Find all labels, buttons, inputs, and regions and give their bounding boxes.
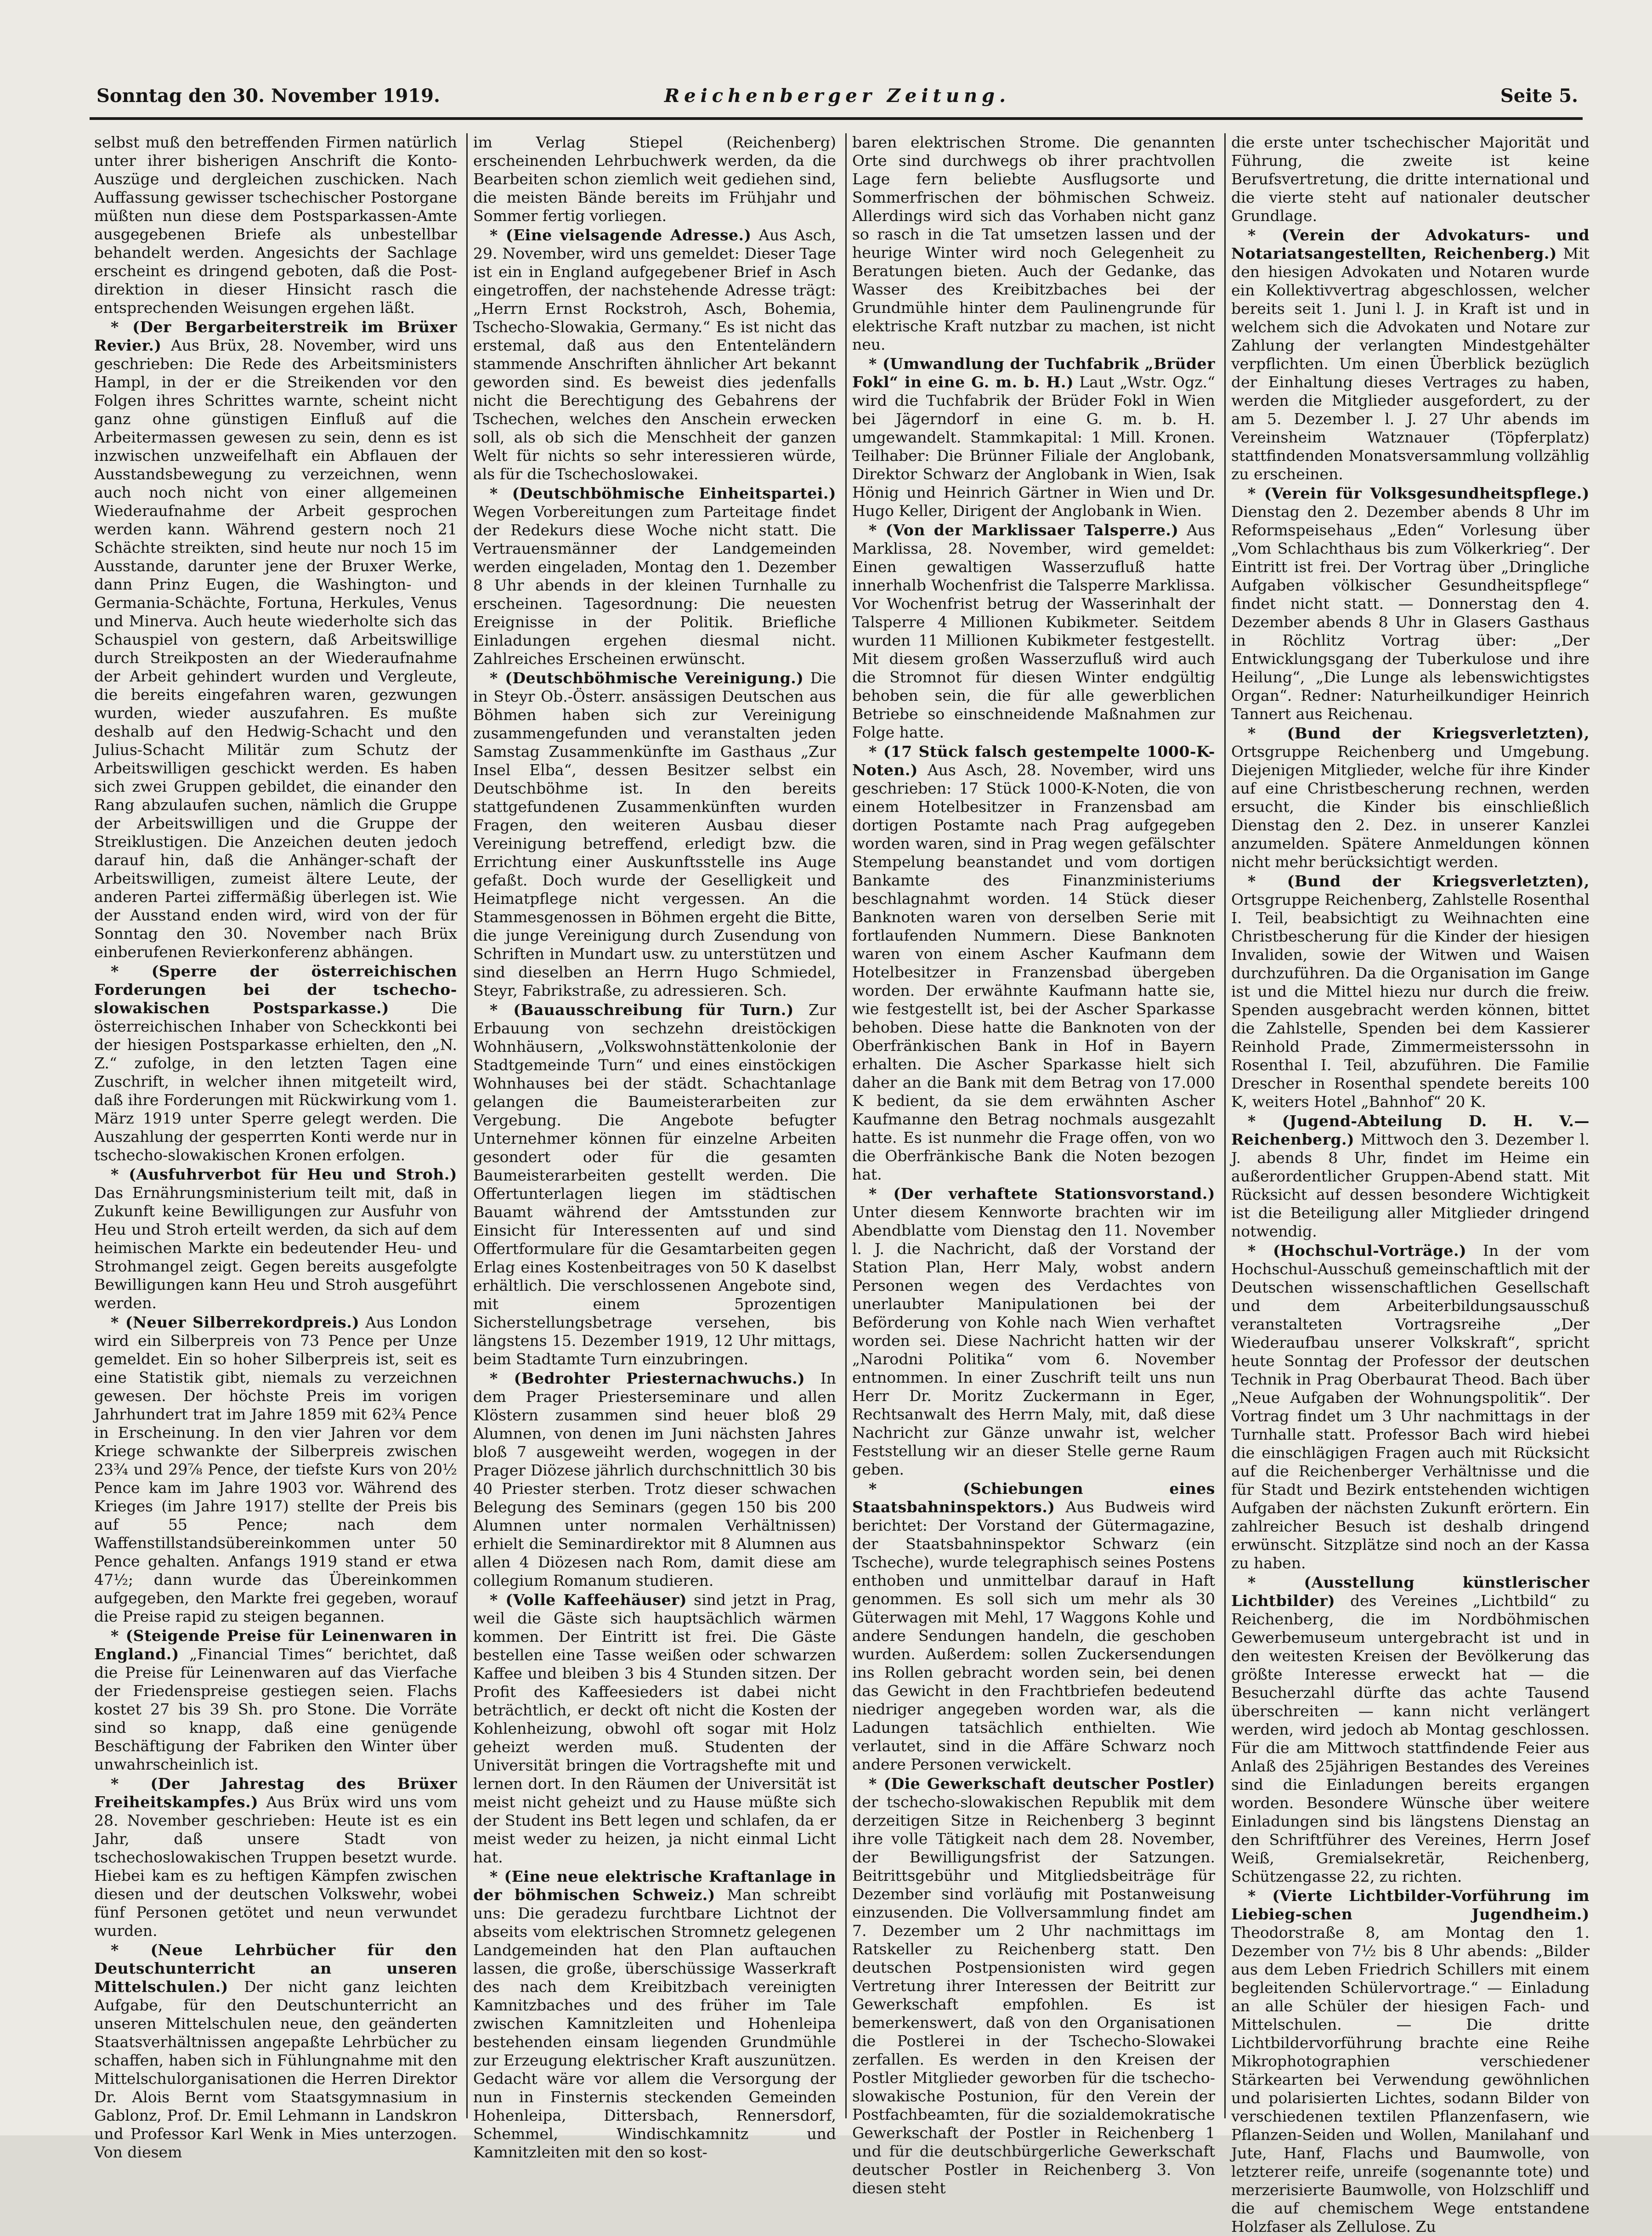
article-heading: * (Vierte Lichtbilder-Vorführung im Liebieg-schen Jugendheim.)	[1231, 1887, 1590, 1923]
article-paragraph	[473, 1369, 836, 1590]
article-paragraph	[1231, 1242, 1590, 1572]
article-heading: * (Jugend-Abteilung D. H. V.—Reichenberg.)	[1231, 1112, 1590, 1148]
header-date: Sonntag den 30. November 1919.	[96, 85, 440, 107]
column-1	[94, 133, 457, 2161]
article-text: In dem Prager Priesterseminare und allen Klöstern zusammen sind heuer bloß 29 Alumnen, von denen im Juni nächsten Jahres bloß 7 ausgeweiht werden, wogegen in der Prager Diözese jährlich durchschnittlich 30 bis 40 Priester sterben. Trotz dieser schwachen Belegung des Seminars (gegen 150 bis 200 Alumnen unter normalen Verhältnissen) erhielt die Seminardirektor mit 8 Alumnen aus allen 4 Diözesen nach Rom, damit diese am collegium Romanum studieren.	[473, 1369, 836, 1589]
article-text: Laut „Wstr. Ogz.“ wird die Tuchfabrik der Brüder Fokl in Wien bei Jägerndorf in eine G. m. b. H. umgewandelt. Stammkapital: 1 Mill. Kronen. Teilhaber: Die Brünner Filiale der Anglobank, Direktor Schwarz der Anglobank in Wien, Isak Hönig und Heinrich Gärtner in Wien und Dr. Hugo Keller, Dirigent der Anglobank in Wien.	[852, 373, 1215, 520]
article-paragraph	[852, 1480, 1215, 1774]
article-text: Die österreichischen Inhaber von Scheckkonti bei der hiesigen Postsparkasse erhielten, den „N. Z.“ zufolge, in den letzten Tagen eine Zuschrift, in welcher ihnen mitgeteilt wird, daß ihre Forderungen mit Rückwirkung vom 1. März 1919 unter Sperre gelegt werden. Die Auszahlung der gesperrten Konti werde nur in tschecho-slowakischen Kronen erfolgen.	[94, 999, 457, 1164]
article-heading: * (Schiebungen eines Staatsbahninspektors.)	[852, 1480, 1215, 1516]
article-text: Dienstag den 2. Dezember abends 8 Uhr im Reformspeisehaus „Eden“ Vorlesung über „Vom Schlachthaus bis zum Völkerkrieg“. Der Eintritt ist frei. Der Vortrag über „Dringliche Aufgaben völkischer Gesundheitspflege“ findet nicht statt. — Donnerstag den 4. Dezember abends 8 Uhr in Glasers Gasthaus in Röchlitz Vortrag über: „Der Entwicklungsgang der Tuberkulose und ihre Heilung“, „Die Lunge als lebenswichtigstes Organ“. Redner: Naturheilkundiger Heinrich Tannert aus Reichenau.	[1231, 503, 1590, 723]
article-paragraph	[852, 521, 1215, 742]
article-heading: * (Eine neue elektrische Kraftanlage in der böhmischen Schweiz.)	[473, 1867, 836, 1904]
article-paragraph	[94, 1627, 457, 1774]
header-rule	[90, 117, 1583, 120]
article-text: selbst muß den betreffenden Firmen natürlich unter ihrer bisherigen Anschrift die Konto-Auszüge und dergleichen zuschicken. Nach Auffassung gewisser tschechischer Postorgane müßten nun diese dem Postsparkassen-Amte ausgegebenen Briefe als unbestellbar behandelt werden. Angesichts der Sachlage erscheint es dringend geboten, daß die Post-direktion in dieser Hinsicht rasch die entsprechenden Weisungen ergehen läßt.	[94, 133, 457, 317]
article-text: Ortsgruppe Reichenberg und Umgebung. Diejenigen Mitglieder, welche für ihre Kinder auf eine Christbescherung rechnen, werden ersucht, die Kinder bis einschließlich Dienstag den 2. Dez. in unserer Kanzlei anzumelden. Spätere Anmeldungen können nicht mehr berücksichtigt werden.	[1231, 743, 1590, 871]
article-heading: * (Ausstellung künstlerischer Lichtbilder)	[1231, 1573, 1590, 1610]
article-paragraph	[94, 1941, 457, 2162]
article-paragraph	[94, 962, 457, 1164]
article-text: Zur Erbauung von sechzehn dreistöckigen Wohnhäusern, „Volkswohnstättenkolonie der Stadtgemeinde Turn“ und eines einstöckigen Wohnhauses bei der städt. Schachtanlage gelangen die Baumeisterarbeiten zur Vergebung. Die Angebote befugter Unternehmer können für einzelne Arbeiten gesondert oder für die gesamten Baumeisterarbeiten gestellt werden. Die Offertunterlagen liegen im städtischen Bauamt während der Amtsstunden zur Einsicht für Interessenten auf und sind Offertformulare für die Gesamtarbeiten gegen Erlag eines Kostenbeitrages von 50 K daselbst erhältlich. Die verschlossenen Angebote sind, mit einem 5prozentigen Sicherstellungsbetrage versehen, bis längstens 15. Dezember 1919, 12 Uhr mittags, beim Stadtamte Turn einzubringen.	[473, 1001, 836, 1368]
article-paragraph	[473, 226, 836, 483]
page-number: Seite 5.	[1500, 85, 1578, 107]
newspaper-title: Reichenberger Zeitung.	[664, 85, 1011, 107]
article-heading: * (17 Stück falsch gestempelte 1000-K-Noten.)	[852, 743, 1215, 779]
column-divider	[845, 133, 847, 2118]
article-paragraph	[1231, 226, 1590, 483]
article-text: baren elektrischen Strome. Die genannten Orte sind durchwegs ob ihrer prachtvollen Lage fern beliebte Ausflugsorte und Sommerfrischen der böhmischen Schweiz. Allerdings wird sich das Vorhaben nicht ganz so rasch in die Tat umsetzen lassen und der heurige Winter wird noch Gelegenheit zu Beratungen bieten. Auch der Gedanke, das Wasser des Kreibitzbaches bei der Grundmühle hinter dem Paulinengrunde für elektrische Kraft nutzbar zu machen, ist nicht neu.	[852, 133, 1215, 353]
article-text: der tschecho-slowakischen Republik mit dem derzeitigen Sitze in Reichenberg 3 beginnt ihre volle Tätigkeit nach dem 28. November, der Bewilligungsfrist der Satzungen. Beitrittsgebühr und Mitgliedsbeiträge für Dezember sind vorläufig mit Postanweisung einzusenden. Die Vollversammlung findet am 7. Dezember um 2 Uhr nachmittags im Ratskeller zu Reichenberg statt. Den deutschen Postpensionisten wird gegen Vertretung ihrer Interessen der Beitritt zur Gewerkschaft empfohlen. Es ist bemerkenswert, daß von den Organisationen die Postlerei in der Tschecho-Slowakei zerfallen. Es werden in den Kreisen der Postler Mitglieder geworben für die tschecho-slowakische Postunion, für den Verein der Postfachbeamten, für die sozialdemokratische Gewerkschaft der Postler in Reichenberg 1 und für die deutschbürgerliche Gewerkschaft deutscher Postler in Reichenberg 3. Von diesen steht	[852, 1793, 1215, 2197]
article-text: „Financial Times“ berichtet, daß die Preise für Leinenwaren auf das Vierfache der Friedenspreise gestiegen seien. Flachs kostet 27 bis 39 Sh. pro Stone. Die Vorräte sind so knapp, daß eine genügende Beschäftigung der Fabriken den Winter über unwahrscheinlich ist.	[94, 1645, 457, 1773]
page-header	[96, 85, 1578, 113]
column-divider	[466, 133, 468, 2118]
article-text: Unter diesem Kennworte brachten wir im Abendblatte vom Dienstag den 11. November l. J. die Nachricht, daß der Vorstand der Station Plan, Herr Maly, wobst andern Personen wegen des Verdachtes von unerlaubter Manipulationen bei der Beförderung von Kohle nach Wien verhaftet worden sei. Diese Nachricht hatten wir der „Narodni Politika“ vom 6. November entnommen. In einer Zuschrift teilt uns nun Herr Dr. Moritz Zuckermann in Eger, Rechtsanwalt des Herrn Maly, mit, daß diese Nachricht zur Gänze unwahr ist, welcher Feststellung wir an dieser Stelle gerne Raum geben.	[852, 1203, 1215, 1478]
article-text: Aus Brüx, 28. November, wird uns geschrieben: Die Rede des Arbeitsministers Hampl, in der er die Streikenden vor den Folgen ihres Schrittes warnte, scheint nicht ganz ohne günstigen Einfluß auf die Arbeitermassen gewesen zu sein, denn es ist inzwischen unzweifelhaft ein Abflauen der Ausstandsbewegung zu verzeichnen, wenn auch noch nicht von einer allgemeinen Wiederaufnahme der Arbeit gesprochen werden kann. Während gestern noch 21 Schächte streikten, sind heute nur noch 15 im Ausstande, darunter jene der Bruxer Werke, dann Prinz Eugen, die Washington- und Germania-Schächte, Fortuna, Herkules, Venus und Minerva. Auch heute wiederholte sich das Schauspiel von gestern, daß Arbeitswillige durch Streikposten an der Wiederaufnahme der Arbeit gehindert wurden und Vergleute, die bereits eingefahren waren, gezwungen wurden, wieder auszufahren. Es mußte deshalb auf den Hedwig-Schacht und den Julius-Schacht Militär zum Schutz der Arbeitswilligen geschickt werden. Es haben sich zwei Gruppen gebildet, die einander den Rang abzulaufen suchen, nämlich die Gruppe der Arbeitswilligen und die Gruppe der Streiklustigen. Die Anzeichen deuten jedoch darauf hin, daß die Anhänger-schaft der Arbeitswilligen, zumeist ältere Leute, der anderen Partei ziffermäßig überlegen ist. Wie der Ausstand enden wird, wird von der für Sonntag den 30. November nach Brüx einberufenen Revierkonferenz abhängen.	[94, 336, 457, 961]
article-text: Aus Asch, 28. November, wird uns geschrieben: 17 Stück 1000-K-Noten, die von einem Hotelbesitzer in Franzensbad am dortigen Postamte nach Prag aufgegeben worden waren, sind in Prag wegen gefälschter Stempelung beanstandet und vom dortigen Bankamte des Finanzministeriums beschlagnahmt worden. 14 Stück dieser Banknoten waren von derselben Serie mit fortlaufenden Nummern. Diese Banknoten waren von einem Ascher Kaufmann dem Hotelbesitzer in Franzensbad übergeben worden. Der erwähnte Kaufmann hatte sie, wie festgestellt ist, bei der Ascher Sparkasse behoben. Diese hatte die Banknoten von der Oberfränkischen Bank in Hof in Bayern erhalten. Die Ascher Sparkasse hielt sich daher an die Bank mit dem Betrag von 17.000 K bedient, da sie dem erwähnten Ascher Kaufmanne den Betrag nochmals ausgezahlt hatte. Es ist nunmehr die Frage offen, von wo die Oberfränkische Bank die Noten bezogen hat.	[852, 761, 1215, 1183]
article-heading: * (Deutschböhmische Vereinigung.)	[490, 669, 804, 687]
article-heading: * (Von der Marklissaer Talsperre.)	[869, 521, 1179, 539]
article-paragraph	[1231, 133, 1590, 225]
article-paragraph	[473, 1001, 836, 1368]
article-heading: * (Bund der Kriegsverletzten),	[1248, 724, 1590, 742]
article-text: Theodorstraße 8, am Montag den 1. Dezember von 7½ bis 8 Uhr abends: „Bilder aus dem Leben Friedrich Schillers mit einem begleitenden Schülervortrage.“ — Einladung an alle Schüler der hiesigen Fach- und Mittelschulen. — Die dritte Lichtbildervorführung brachte eine Reihe Mikrophotographien verschiedener Stärkearten bei Verwendung gewöhnlichen und polarisierten Lichtes, sodann Bilder von verschiedenen textilen Pflanzenfasern, wie Pflanzen-Seiden und Wollen, Manilahanf und Jute, Hanf, Flachs und Baumwolle, von letzterer reife, unreife (sogenannte tote) und merzerisierte Baumwolle, von Holzschliff und die auf chemischem Wege entstandene Holzfaser als Zellulose. Zu	[1231, 1924, 1590, 2236]
article-heading: * (Verein für Volksgesundheitspflege.)	[1248, 484, 1590, 502]
article-paragraph	[94, 1313, 457, 1626]
article-text: im Verlag Stiepel (Reichenberg) erscheinenden Lehrbuchwerk werden, da die Bearbeiten schon ziemlich weit gediehen sind, die meisten Bände bereits im Frühjahr und Sommer fertig vorliegen.	[473, 133, 836, 225]
article-paragraph	[473, 669, 836, 1000]
article-heading: * (Neuer Silberrekordpreis.)	[111, 1313, 360, 1331]
article-text: Aus Asch, 29. November, wird uns gemeldet: Dieser Tage ist ein in England aufgegebener Brief in Asch eingetroffen, der nachstehende Adresse trägt: „Herrn Ernst Rockstroh, Asch, Bohemia, Tschecho-Slowakia, Germany.“ Es ist nicht das erstemal, daß aus den Ententeländern stammende Anschriften ähnlicher Art bekannt geworden sind. Es beweist dies jedenfalls nicht die Berechtigung des Gebahrens der Tschechen, welches den Anschein erwecken soll, als ob sich die Menschheit der ganzen Welt für nichts so sehr interessieren würde, als für die Tschechoslowakei.	[473, 226, 836, 483]
article-paragraph	[94, 133, 457, 317]
article-text: Aus Brüx wird uns vom 28. November geschrieben: Heute ist es ein Jahr, daß unsere Stadt von tschechoslowakischen Truppen besetzt wurde. Hiebei kam es zu heftigen Kämpfen zwischen diesen und der deutschen Volkswehr, wobei fünf Personen getötet und neun verwundet wurden.	[94, 1793, 457, 1940]
article-text: sind jetzt in Prag, weil die Gäste sich hauptsächlich wärmen kommen. Der Eintritt ist frei. Die Gäste bestellen eine Tasse weißen oder schwarzen Kaffee und bleiben 3 bis 4 Stunden sitzen. Der Profit des Kaffeesieders ist dabei nicht beträchtlich, er deckt oft nicht die Kosten der Kohlenheizung, obwohl oft sogar mit Holz geheizt werden muß. Studenten der Universität bringen die Vortragshefte mit und lernen dort. In den Räumen der Universität ist meist nicht geheizt und zu Hause müßte sich der Student ins Bett legen und schlafen, da er meist weder zu heizen, ja nicht einmal Licht hat.	[473, 1591, 836, 1866]
article-heading: * (Deutschböhmische Einheitspartei.)	[490, 484, 836, 502]
article-heading: * (Bauausschreibung für Turn.)	[490, 1001, 794, 1019]
article-heading: * (Der verhaftete Stationsvorstand.)	[869, 1185, 1215, 1203]
article-heading: * (Der Bergarbeiterstreik im Brüxer Revier.)	[94, 318, 457, 354]
article-heading: * (Steigende Preise für Leinenwaren in England.)	[94, 1627, 457, 1663]
article-text: Der nicht ganz leichten Aufgabe, für den Deutschunterricht an unseren Mittelschulen neue, den geänderten Staatsverhältnissen angepaßte Lehrbücher zu schaffen, haben sich in Fühlungnahme mit den Mittelschulorganisationen die Herren Direktor Dr. Alois Bernt vom Staatsgymnasium in Gablonz, Prof. Dr. Emil Lehmann in Landskron und Professor Karl Wenk in Mies unterzogen. Von diesem	[94, 1978, 457, 2161]
article-paragraph	[1231, 484, 1590, 723]
article-paragraph	[1231, 1573, 1590, 1886]
article-text: Aus Marklissa, 28. November, wird gemeldet: Einen gewaltigen Wasserzufluß hatte innerhalb Wochenfrist die Talsperre Marklissa. Vor Wochenfrist betrug der Wasserinhalt der Talsperre 4 Millionen Kubikmeter. Seitdem wurden 11 Millionen Kubikmeter festgestellt. Mit diesem großen Wasserzufluß wird auch die Stromnot für diesen Winter endgültig behoben sein, die für alle gewerblichen Betriebe so einschneidende Maßnahmen zur Folge hatte.	[852, 521, 1215, 741]
article-heading: * (Der Jahrestag des Brüxer Freiheitskampfes.)	[94, 1775, 457, 1811]
article-heading: * (Bedrohter Priesternachwuchs.)	[490, 1369, 805, 1387]
article-text: die erste unter tschechischer Majorität und Führung, die zweite ist keine Berufsvertretung, die dritte international und die vierte steht auf nationaler deutscher Grundlage.	[1231, 133, 1590, 225]
article-paragraph	[852, 743, 1215, 1184]
article-heading: * (Neue Lehrbücher für den Deutschunterricht an unseren Mittelschulen.)	[94, 1941, 457, 1996]
article-heading: * (Hochschul-Vorträge.)	[1248, 1242, 1467, 1260]
article-text: Die in Steyr Ob.-Österr. ansässigen Deutschen aus Böhmen haben sich zur Vereinigung zusammengefunden und veranstalten jeden Samstag Zusammenkünfte im Gasthaus „Zur Insel Elba“, dessen Besitzer selbst ein Deutschböhme ist. In den bereits stattgefundenen Zusammenkünften wurden Fragen, den weiteren Ausbau dieser Vereinigung betreffend, erledigt bzw. die Errichtung einer Auskunftsstelle ins Auge gefaßt. Doch wurde der Geselligkeit und Heimatpflege nicht vergessen. An die Stammesgenossen in Böhmen ergeht die Bitte, die junge Vereinigung durch Zusendung von Schriften in Mundart usw. zu unterstützen und sind dieselben an Herrn Hugo Schmiedel, Steyr, Fabrikstraße, zu adressieren. Sch.	[473, 669, 836, 999]
article-text: Man schreibt uns: Die geradezu furchtbare Lichtnot der abseits vom elektrischen Stromnetz gelegenen Landgemeinden hat den Plan auftauchen lassen, die große, überschüssige Wasserkraft des nach dem Kreibitzbach vereinigten Kamnitzbaches und des früher im Tale zwischen Kamnitzleiten und Hohenleipa bestehenden einsam liegenden Grundmühle zur Erzeugung elektrischer Kraft auszunützen. Gedacht wäre vor allem die Versorgung der nun in Finsternis steckenden Gemeinden Hohenleipa, Dittersbach, Rennersdorf, Schemmel, Windischkamnitz und Kamnitzleiten mit den so kost-	[473, 1886, 836, 2161]
column-divider	[1224, 133, 1226, 2118]
article-text: Aus London wird ein Silberpreis von 73 Pence per Unze gemeldet. Ein so hoher Silberpreis ist, seit es eine Statistik gibt, niemals zu verzeichnen gewesen. Der höchste Preis im vorigen Jahrhundert trat im Jahre 1859 mit 62¾ Pence in Erscheinung. In den vier Jahren vor dem Kriege schwankte der Silberpreis zwischen 23¾ und 29⅞ Pence, der tiefste Kurs von 20½ Pence kam im Jahre 1903 vor. Während des Krieges (im Jahre 1917) stellte der Preis bis auf 55 Pence; nach dem Waffenstillstandsübereinkommen unter 50 Pence gehalten. Anfangs 1919 stand er etwa 47½; dann wurde das Übereinkommen aufgegeben, den Markte frei gegeben, worauf die Preise rapid zu steigen begannen.	[94, 1313, 457, 1625]
article-paragraph	[1231, 724, 1590, 871]
column-2	[473, 133, 836, 2161]
article-heading: * (Sperre der österreichischen Forderungen bei der tschecho-slowakischen Postsparkasse.)	[94, 962, 457, 1017]
article-paragraph	[473, 1591, 836, 1867]
article-paragraph	[1231, 1112, 1590, 1241]
article-paragraph	[94, 318, 457, 961]
article-text: Das Ernährungsministerium teilt mit, daß in Zukunft keine Bewilligungen zur Ausfuhr von Heu und Stroh erteilt werden, da sich auf dem heimischen Markte ein bedeutender Heu- und Strohmangel zeigt. Gegen bereits ausgefolgte Bewilligungen kann Heu und Stroh ausgeführt werden.	[94, 1184, 457, 1312]
article-paragraph	[1231, 872, 1590, 1111]
article-heading: * (Ausfuhrverbot für Heu und Stroh.)	[111, 1165, 457, 1183]
article-paragraph	[94, 1165, 457, 1312]
article-text: Mit den hiesigen Advokaten und Notaren wurde ein Kollektivvertrag abgeschlossen, welcher bereits seit 1. Juni l. J. in Kraft ist und in welchem sich die Advokaten und Notare zur Zahlung der verlangten Mindestgehälter verpflichten. Um einen Überblick bezüglich der Einhaltung dieses Vertrages zu haben, werden die Mitglieder ausgefordert, zu der am 5. Dezember l. J. 27 Uhr abends im Vereinsheim Watznauer (Töpferplatz) stattfindenden Monatsversammlung vollzählig zu erscheinen.	[1231, 244, 1590, 483]
article-heading: * (Umwandlung der Tuchfabrik „Brüder Fokl“ in eine G. m. b. H.)	[852, 355, 1215, 391]
article-paragraph	[473, 133, 836, 225]
article-paragraph	[852, 1775, 1215, 2197]
article-paragraph	[1231, 1887, 1590, 2236]
article-paragraph	[94, 1775, 457, 1940]
article-text: Mittwoch den 3. Dezember l. J. abends 8 Uhr, findet im Heime ein außerordentlicher Gruppen-Abend statt. Mit Rücksicht auf dessen besondere Wichtigkeit ist die Beteiligung aller Mitglieder dringend notwendig.	[1231, 1130, 1590, 1240]
article-paragraph	[473, 484, 836, 668]
article-heading: * (Verein der Advokaturs- und Notariatsangestellten, Reichenberg.)	[1231, 226, 1590, 262]
article-heading: * (Eine vielsagende Adresse.)	[490, 226, 752, 244]
article-text: Aus Budweis wird berichtet: Der Vorstand der Gütermagazine, der Staatsbahninspektor Schwarz (ein Tscheche), wurde telegraphisch seines Postens enthoben und unmittelbar darauf in Haft genommen. Es soll sich um mehr als 30 Güterwagen mit Mehl, 17 Waggons Kohle und andere Sendungen handeln, die geschoben wurden. Außerdem: sollen Zuckersendungen ins Rollen gebracht worden sein, bei denen das Gewicht in den Frachtbriefen bedeutend niedriger angegeben worden war, als die Ladungen tatsächlich enthielten. Wie verlautet, sind in die Affäre Schwarz noch andere Personen verwickelt.	[852, 1498, 1216, 1773]
article-paragraph	[852, 133, 1215, 354]
article-text: Ortsgruppe Reichenberg, Zahlstelle Rosenthal I. Teil, beabsichtigt zu Weihnachten eine Christbescherung für die Kinder der hiesigen Invaliden, sowie der Witwen und Waisen durchzuführen. Da die Organisation im Gange ist und die Mittel hiezu nur durch die freiw. Spenden ausgebracht werden können, bittet die Zahlstelle, Spenden bei dem Kassierer Reinhold Prade, Zimmermeisterssohn in Rosenthal I. Teil, abzuführen. Die Familie Drescher in Rosenthal spendete bereits 100 K, weiters Hotel „Bahnhof“ 20 K.	[1231, 891, 1590, 1111]
column-3	[852, 133, 1216, 2197]
article-paragraph	[852, 1185, 1215, 1479]
article-paragraph	[473, 1867, 836, 2162]
article-text: des Vereines „Lichtbild“ zu Reichenberg, die im Nordböhmischen Gewerbemuseum untergebracht ist und in den weitesten Kreisen der Bevölkerung das größte Interesse erweckt hat — die Besucherzahl dürfte das achte Tausend überschreiten — kann nicht verlängert werden, wird jedoch ab Montag geschlossen. Für die am Mittwoch stattfindende Feier aus Anlaß des 25jährigen Bestandes des Vereines sind die Einladungen bereits ergangen worden. Besondere Wünsche über weitere Einladungen sind bis längstens Dienstag an den Schriftführer des Vereines, Herrn Josef Weiß, Gremialsekretär, Reichenberg, Schützengasse 22, zu richten.	[1231, 1592, 1590, 1885]
article-text: Wegen Vorbereitungen zum Parteitage findet der Redekurs diese Woche nicht statt. Die Vertrauensmänner der Landgemeinden werden eingeladen, Montag den 1. Dezember 8 Uhr abends in der kleinen Turnhalle zu erscheinen. Tagesordnung: Die neuesten Ereignisse in der Politik. Briefliche Einladungen ergehen diesmal nicht. Zahlreiches Erscheinen erwünscht.	[473, 503, 836, 668]
article-paragraph	[852, 355, 1215, 520]
article-heading: * (Die Gewerkschaft deutscher Postler)	[869, 1775, 1215, 1793]
article-text: In der vom Hochschul-Ausschuß gemeinschaftlich mit der Deutschen wissenschaftlichen Gesellschaft und dem Arbeiterbildungsausschuß veranstalteten Vortragsreihe „Der Wiederaufbau unserer Volkskraft“, spricht heute Sonntag der Professor der deutschen Technik in Prag Oberbaurat Theod. Bach über „Neue Aufgaben der Wohnungspolitik“. Der Vortrag findet um 3 Uhr nachmittags in der Turnhalle statt. Professor Bach wird hiebei die einschlägigen Fragen auch mit Rücksicht auf die Reichenberger Verhältnisse und die für Stadt und Bezirk entstehenden wichtigen Aufgaben der nächsten Zukunft erörtern. Ein zahlreicher Besuch ist deshalb dringend erwünscht. Sitzplätze sind noch an der Kassa zu haben.	[1231, 1242, 1590, 1572]
column-4	[1231, 133, 1590, 2236]
article-heading: * (Volle Kaffeehäuser)	[490, 1591, 687, 1609]
article-heading: * (Bund der Kriegsverletzten),	[1248, 872, 1590, 890]
